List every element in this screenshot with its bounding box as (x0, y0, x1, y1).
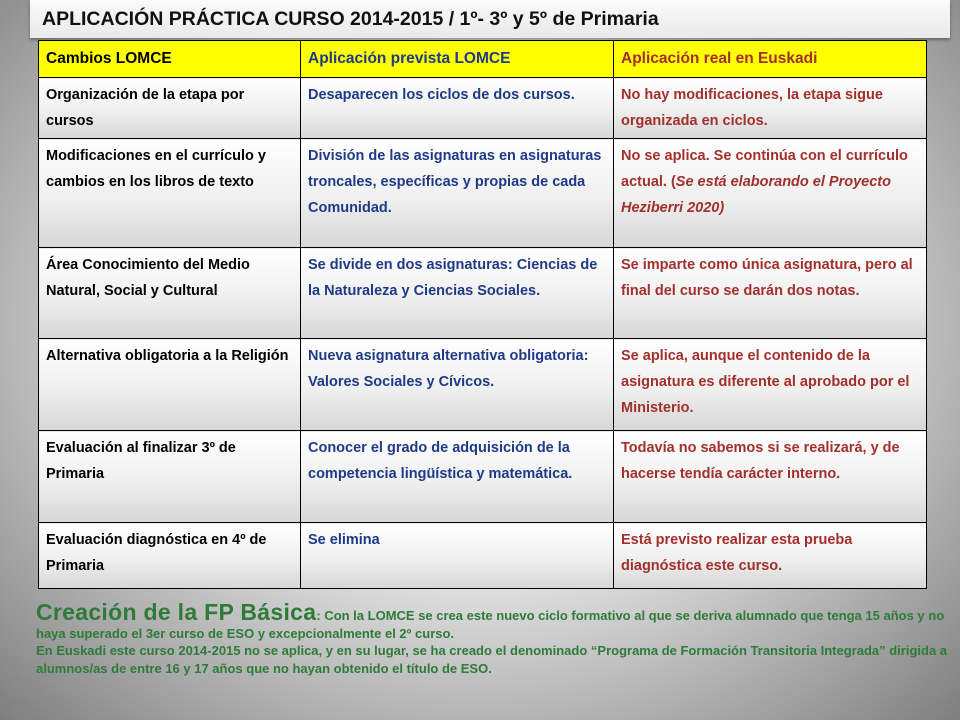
footer-line-2: En Euskadi este curso 2014-2015 no se aplica, y en su lugar, se ha creado el denominado “Programa de Formación Transitoria Integrada” dirigida a alumnos/as de entre 16 y 17 años que no hayan obtenido el título de ESO. (36, 643, 948, 676)
footer-line-1: : Con la LOMCE se crea este nuevo ciclo formativo al que se deriva alumnado que tenga 15 años y no haya superado el 3er curso de ESO y excepcionalmente el 2º curso. (36, 608, 945, 641)
cell-real: Se imparte como única asignatura, pero al final del curso se darán dos notas. (614, 248, 927, 339)
cell-real (614, 139, 927, 248)
cell-change: Área Conocimiento del Medio Natural, Social y Cultural (39, 248, 301, 339)
header-aplicacion-prevista: Aplicación prevista LOMCE (301, 41, 614, 78)
cell-real-text: No se aplica. Se continúa con el currículo actual. ( (621, 148, 908, 190)
cell-planned: Desaparecen los ciclos de dos cursos. (301, 78, 614, 139)
table-row (39, 431, 927, 523)
cell-real: Todavía no sabemos si se realizará, y de hacerse tendía carácter interno. (614, 431, 927, 523)
header-aplicacion-real: Aplicación real en Euskadi (614, 41, 927, 78)
cell-change: Evaluación diagnóstica en 4º de Primaria (39, 523, 301, 589)
table-row (39, 523, 927, 589)
title-bar (30, 0, 950, 38)
cell-planned: Se divide en dos asignaturas: Ciencias de la Naturaleza y Ciencias Sociales. (301, 248, 614, 339)
footer-heading: Creación de la FP Básica (36, 599, 317, 625)
cell-change: Modificaciones en el currículo y cambios en los libros de texto (39, 139, 301, 248)
cell-change: Alternativa obligatoria a la Religión (39, 339, 301, 431)
table-row (39, 139, 927, 248)
table-row (39, 248, 927, 339)
table-header-row (39, 41, 927, 78)
footer-note (36, 599, 954, 677)
cell-planned: Se elimina (301, 523, 614, 589)
cell-real-italic: Se está elaborando el Proyecto Heziberri 2020) (621, 174, 891, 216)
footer-paragraph-1 (36, 599, 954, 642)
cell-change: Evaluación al finalizar 3º de Primaria (39, 431, 301, 523)
cell-planned: Nueva asignatura alternativa obligatoria: Valores Sociales y Cívicos. (301, 339, 614, 431)
table-row (39, 339, 927, 431)
header-cambios: Cambios LOMCE (39, 41, 301, 78)
table-row (39, 78, 927, 139)
page-title: APLICACIÓN PRÁCTICA CURSO 2014-2015 / 1º- 3º y 5º de Primaria (42, 7, 659, 30)
comparison-table (38, 40, 927, 589)
cell-planned: División de las asignaturas en asignaturas troncales, específicas y propias de cada Comunidad. (301, 139, 614, 248)
cell-real: No hay modificaciones, la etapa sigue organizada en ciclos. (614, 78, 927, 139)
cell-planned: Conocer el grado de adquisición de la competencia lingüística y matemática. (301, 431, 614, 523)
cell-real: Está previsto realizar esta prueba diagnóstica este curso. (614, 523, 927, 589)
cell-real: Se aplica, aunque el contenido de la asignatura es diferente al aprobado por el Ministerio. (614, 339, 927, 431)
cell-change: Organización de la etapa por cursos (39, 78, 301, 139)
